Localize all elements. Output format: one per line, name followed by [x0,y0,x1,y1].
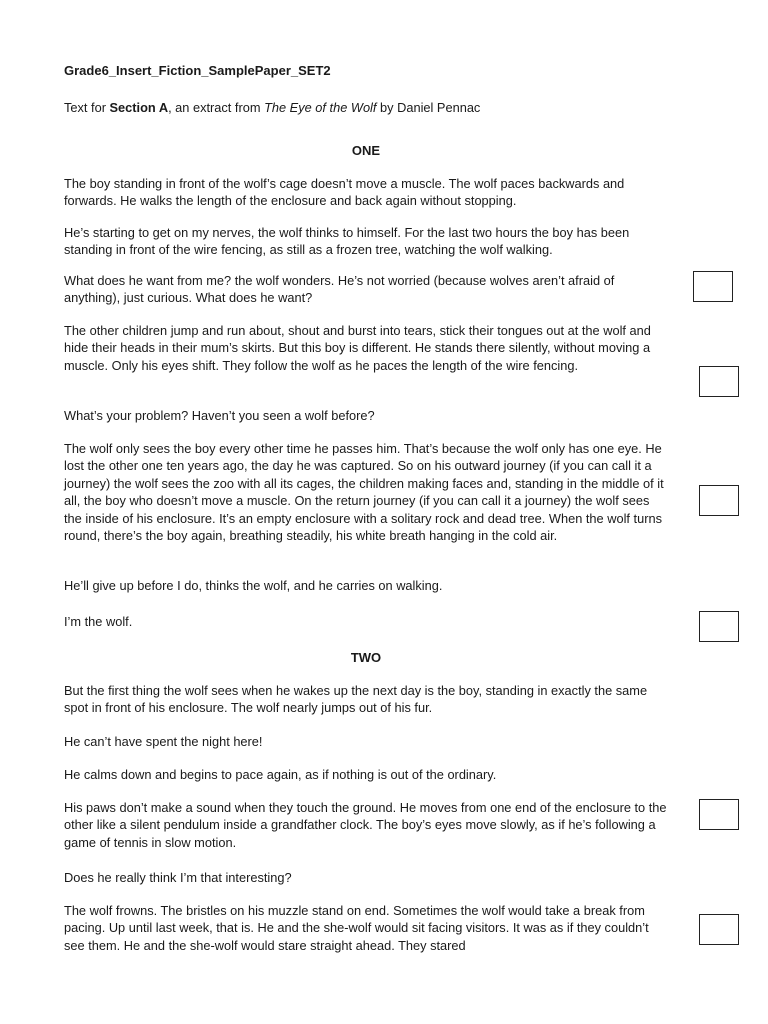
paragraph: But the first thing the wolf sees when he wakes up the next day is the boy, standing in exactly the same spot in front of his enclosure. The wolf nearly jumps out of his fur. [64,683,648,716]
section-heading-one: ONE [351,143,381,158]
intro-prefix: Text for [64,100,110,115]
intro-middle: , an extract from [168,100,265,115]
intro-line [64,99,664,116]
paragraph: Does he really think I’m that interesting? [64,870,292,885]
paragraph: I’m the wolf. [64,614,133,629]
answer-box[interactable] [699,485,739,516]
paragraph: He’ll give up before I do, thinks the wolf, and he carries on walking. [64,578,443,593]
paragraph: The wolf only sees the boy every other time he passes him. That’s because the wolf only has one eye. He lost the other one ten years ago, the day he was captured. So on his outward journey (if you can call it a journey) the wolf sees the zoo with all its cages, the children making faces and, standing in the middle of it all, the boy who doesn’t move a muscle. On the return journey (if you can call it a journey) the wolf sees the inside of his enclosure. It’s an empty enclosure with a solitary rock and dead tree. When the wolf turns round, there’s the boy again, breathing steadily, his white breath hanging in the cold air. [64,441,664,544]
intro-suffix: by Daniel Pennac [376,100,481,115]
answer-box[interactable] [693,271,733,302]
section-heading-two: TWO [350,650,382,665]
paragraph: The other children jump and run about, shout and burst into tears, stick their tongues out at the wolf and hide their heads in their mum’s skirts. But this boy is different. He stands there silently, without moving a muscle. Only his eyes shift. They follow the wolf as he paces the length of the wire fencing. [64,323,651,373]
answer-box[interactable] [699,611,739,642]
paragraph: He can’t have spent the night here! [64,734,263,749]
answer-box[interactable] [699,914,739,945]
paragraph: What does he want from me? the wolf wonders. He’s not worried (because wolves aren’t afraid of anything), just curious. What does he want? [64,273,615,306]
paragraph: The boy standing in front of the wolf’s cage doesn’t move a muscle. The wolf paces backwards and forwards. He walks the length of the enclosure and back again without stopping. [64,176,625,209]
paragraph: He’s starting to get on my nerves, the wolf thinks to himself. For the last two hours the boy has been standing in front of the wire fencing, as still as a frozen tree, watching the wolf walking. [64,225,630,258]
intro-section: Section A [109,100,169,115]
paragraph: What’s your problem? Haven’t you seen a wolf before? [64,408,375,423]
answer-box[interactable] [699,799,739,830]
document-title: Grade6_Insert_Fiction_SamplePaper_SET2 [64,63,331,78]
paragraph: His paws don’t make a sound when they touch the ground. He moves from one end of the enclosure to the other like a silent pendulum inside a grandfather clock. The boy’s eyes move slowly, as if he’s following a game of tennis in slow motion. [64,800,667,850]
paragraph: The wolf frowns. The bristles on his muzzle stand on end. Sometimes the wolf would take a break from pacing. Up until last week, that is. He and the she-wolf would sit facing visitors. It was as if they couldn’t see them. He and the she-wolf would stare straight ahead. They stared [64,903,649,953]
paragraph: He calms down and begins to pace again, as if nothing is out of the ordinary. [64,767,497,782]
answer-box[interactable] [699,366,739,397]
intro-book-title: The Eye of the Wolf [264,100,377,115]
